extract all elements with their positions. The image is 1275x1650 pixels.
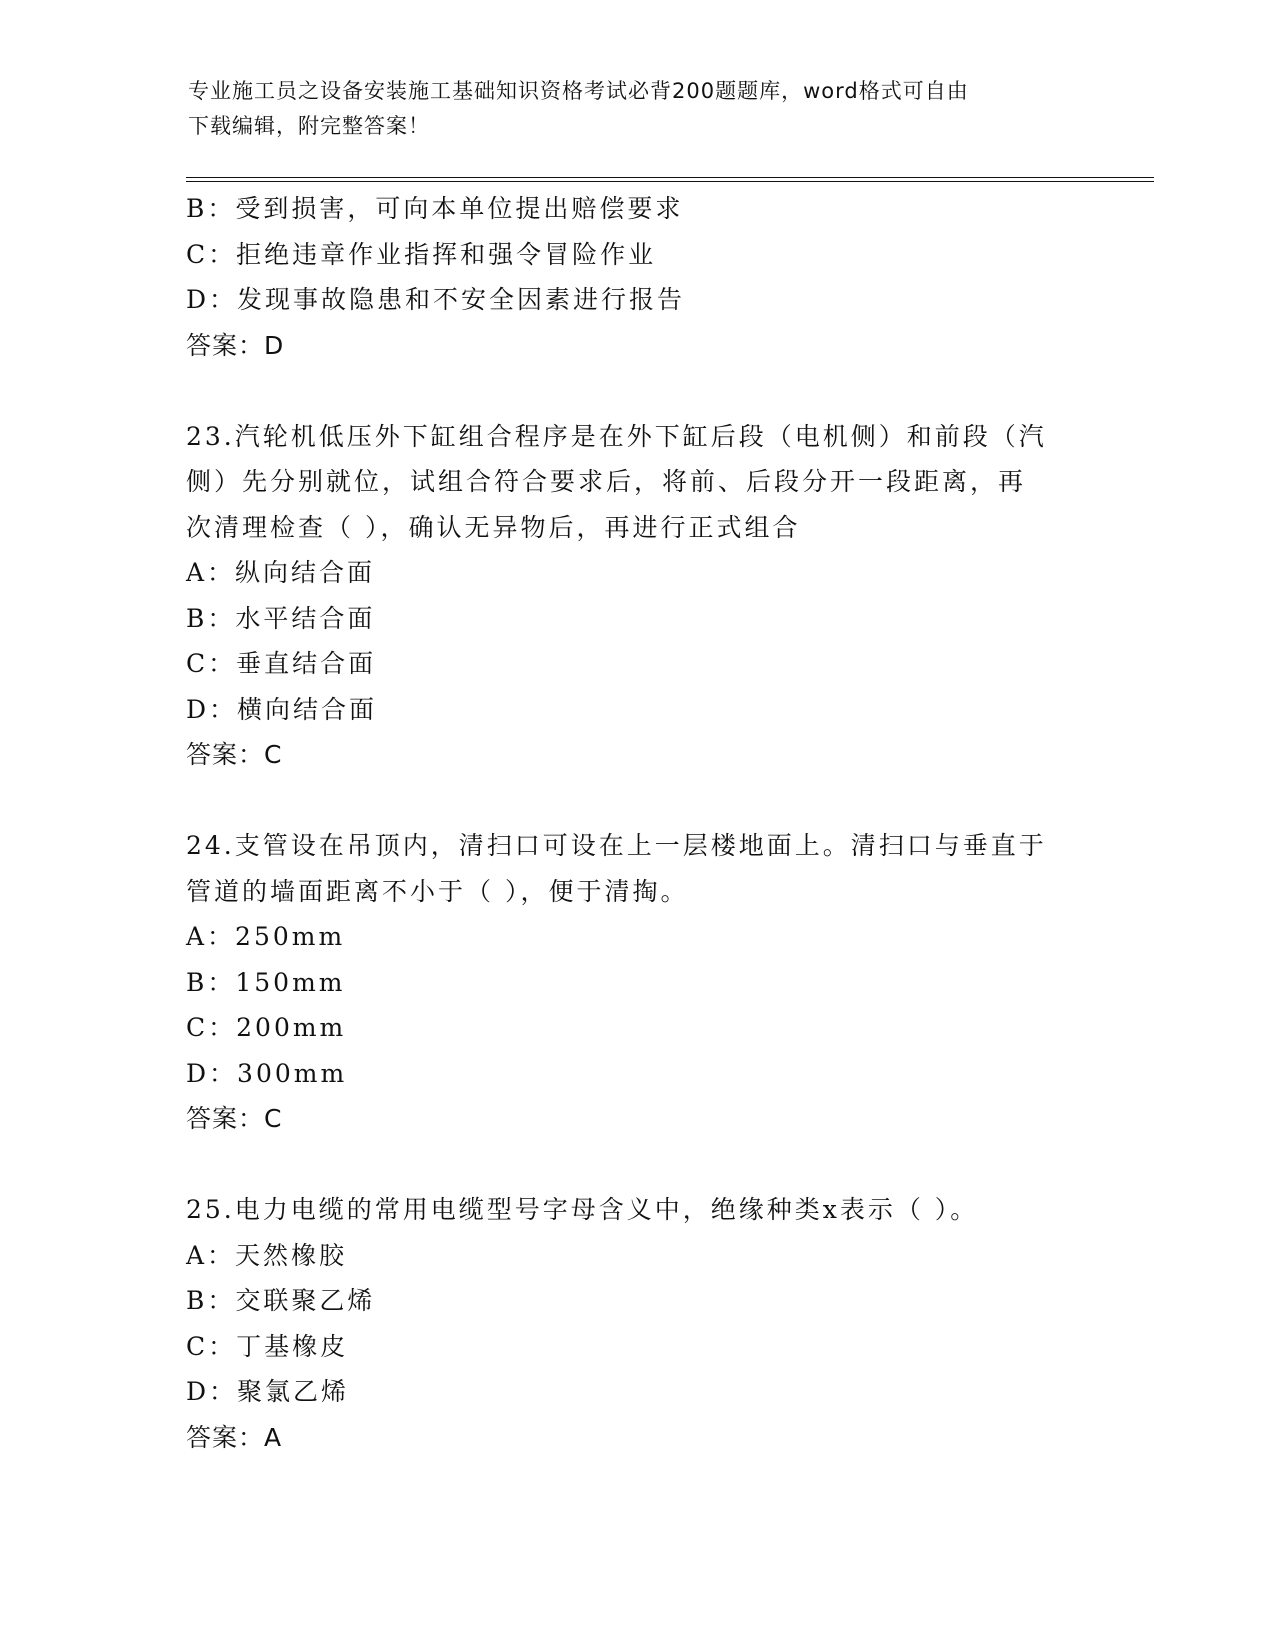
option-c: C：200mm: [186, 1013, 347, 1042]
option-c: C：垂直结合面: [186, 649, 377, 678]
question-24: [186, 823, 1086, 1142]
option-c: C：丁基橡皮: [186, 1331, 349, 1361]
option-d: D：聚氯乙烯: [186, 1377, 350, 1406]
option-d: D：300mm: [186, 1058, 348, 1088]
option-a: A：天然橡胶: [186, 1240, 348, 1270]
header-divider: [186, 177, 1154, 182]
question-25: [186, 1187, 1086, 1460]
option-a: A：250mm: [186, 922, 346, 951]
header-line-2: 下载编辑，附完整答案！: [188, 114, 430, 138]
question-stem-line: 侧）先分别就位，试组合符合要求后，将前、后段分开一段距离，再: [186, 467, 1027, 496]
option-d: D：横向结合面: [186, 694, 378, 724]
question-stem-line: 次清理检查（ ），确认无异物后，再进行正式组合: [186, 512, 801, 542]
spacer: [186, 778, 1086, 824]
option-b: B：水平结合面: [186, 603, 376, 633]
option-c: C：拒绝违章作业指挥和强令冒险作业: [186, 239, 657, 269]
answer: 答案：A: [186, 1422, 283, 1452]
question-list: [186, 186, 1086, 1460]
option-b: B：150mm: [186, 967, 346, 997]
question-stem-line: 23.汽轮机低压外下缸组合程序是在外下缸后段（电机侧）和前段（汽: [186, 421, 1047, 451]
spacer: [186, 1142, 1086, 1188]
answer: 答案：C: [186, 1104, 283, 1133]
document-header: [188, 74, 1068, 144]
option-b: B：受到损害，可向本单位提出赔偿要求: [186, 194, 684, 223]
question-22: [186, 186, 1086, 368]
question-stem-line: 管道的墙面距离不小于（ ），便于清掏。: [186, 876, 689, 906]
spacer: [186, 368, 1086, 414]
question-stem-line: 24.支管设在吊顶内，清扫口可设在上一层楼地面上。清扫口与垂直于: [186, 831, 1047, 860]
answer: 答案：C: [186, 740, 283, 769]
question-stem-line: 25.电力电缆的常用电缆型号字母含义中，绝缘种类x表示（ ）。: [186, 1195, 979, 1224]
option-a: A：纵向结合面: [186, 558, 376, 587]
question-23: [186, 414, 1086, 778]
answer: 答案：D: [186, 330, 285, 360]
header-line-1: 专业施工员之设备安装施工基础知识资格考试必背200题题库，word格式可自由: [188, 79, 969, 103]
option-b: B：交联聚乙烯: [186, 1286, 376, 1315]
option-d: D：发现事故隐患和不安全因素进行报告: [186, 285, 686, 314]
